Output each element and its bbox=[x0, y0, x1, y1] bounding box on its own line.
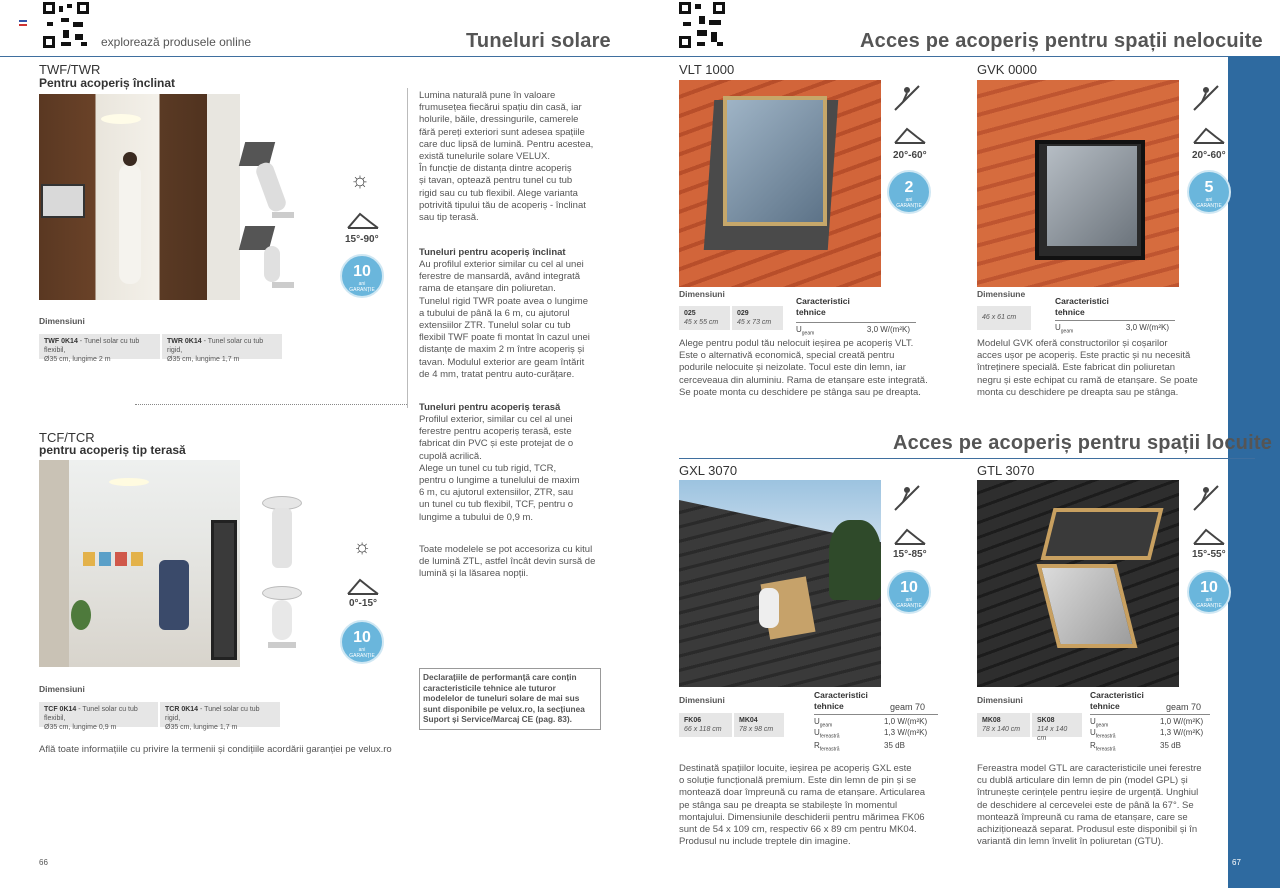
twf-angle: 15°-90° bbox=[345, 234, 379, 245]
vlt-photo bbox=[679, 80, 881, 287]
vlt-dim-1: 025 45 x 55 cm bbox=[679, 306, 730, 330]
gtl-dim-2: SK08 114 x 140 cm bbox=[1032, 713, 1082, 737]
intro-text: Lumina naturală pune în valoare frumusețea fiecărui spațiu din casă, iar holurile, băile, dressingurile, camerele fără pereți exteriori sunt adesea spațiile care duc lipsă de lumină. Pentru acestea, există tunelurile solare VELUX. În funcție de distanța dintre acoperiș și tavan, optează pentru tunel cu tub rigid sau cu tub flexibil. Alege varianta potrivită tipului tău de acoperiș - înclinat sau tip terasă. bbox=[419, 90, 594, 224]
gvk-roof-icon bbox=[1192, 125, 1226, 145]
flat-text: Profilul exterior, similar cu cel al unei ferestre pentru acoperiș terasă, este fabricat din PVC și este protejat de o cupolă acrilică. Alege un tunel cu tub rigid, TCR, pentru o lungime a tunelului de maxim 6 m, cu ajutorul extensiilor, ZTR, sau un tunel cu tub flexibil, TCF, pentru o lungime a tubului de 0,9 m. bbox=[419, 414, 580, 523]
gvk-guarantee-badge: 5 ani GARANȚIE bbox=[1187, 170, 1231, 214]
vlt-u-row: $U_{geam}$ 3,0 W/(m²K) bbox=[796, 322, 916, 337]
gxl-tech-title: Caracteristici tehnice bbox=[814, 690, 868, 711]
gtl-photo bbox=[977, 480, 1179, 687]
gvk-code: GVK 0000 bbox=[977, 62, 1037, 77]
gvk-photo bbox=[977, 80, 1179, 287]
gxl-roof-icon bbox=[893, 526, 927, 546]
gvk-dimensions-label: Dimensiune bbox=[977, 289, 1026, 299]
gxl-code: GXL 3070 bbox=[679, 463, 738, 478]
gvk-dim-1: 46 x 61 cm bbox=[977, 306, 1031, 330]
vlt-text: Alege pentru podul tău nelocuit ieșirea pe acoperiș VLT. Este o alternativă economică, special creată pentru podurile nelocuite și neizolate. Tocul este din lemn, iar cerceveaua din aluminiu. Rama de etanșare este integrată. Se poate monta cu deschidere pe stânga sau pe dreapta. bbox=[679, 338, 928, 398]
gvk-tech-title: Caracteristici tehnice bbox=[1055, 296, 1109, 317]
header-rule-right bbox=[640, 56, 1228, 57]
flat-title: Tuneluri pentru acoperiș terasă bbox=[419, 402, 561, 413]
tcf-photo bbox=[39, 460, 240, 667]
tcf-dim-1: TCF 0K14 - Tunel solar cu tub flexibil, Ø35 cm, lungime 0,9 m bbox=[39, 702, 158, 727]
header-rule-left bbox=[0, 56, 640, 57]
gxl-row-3: $R_{fereastră}$ 35 dB bbox=[814, 741, 905, 753]
gtl-row-3: $R_{fereastră}$ 35 dB bbox=[1090, 741, 1181, 753]
gtl-exit-icon bbox=[1192, 482, 1222, 512]
tcf-subtitle: pentru acoperiș tip terasă bbox=[39, 443, 186, 457]
page-title-left: Tuneluri solare bbox=[466, 30, 611, 52]
twf-photo bbox=[39, 94, 240, 300]
gxl-dim-1: FK06 66 x 118 cm bbox=[679, 713, 732, 737]
page-edge-band bbox=[1228, 56, 1280, 888]
gxl-photo bbox=[679, 480, 881, 687]
sloped-text: Au profilul exterior similar cu cel al unei ferestre de mansardă, având integrată rama de etanșare din poliuretan. Tunelul rigid TWR poate avea o lungime a tubului de până la 6 m, cu ajutorul extensiilor ZTR. Tunelul solar cu tub flexibil TWF poate fi montat în cazul unei distanțe de maxim 2 m între acoperiș și tavan. Modulul exterior are geam întărit de 4 mm, tratat pentru auto-curățare. bbox=[419, 259, 590, 380]
sloped-title: Tuneluri pentru acoperiș înclinat bbox=[419, 247, 566, 258]
gxl-row-1: $U_{geam}$ 1,0 W/(m²K) bbox=[814, 714, 938, 729]
twf-guarantee-badge: 10 ani GARANȚIE bbox=[340, 254, 384, 298]
flag-icon bbox=[19, 20, 27, 26]
gtl-text: Fereastra model GTL are caracteristicile unei ferestre cu dublă articulare din lemn de pin (model GPL) și întrunește cerințele pentru ieșire de urgență. Unghiul de deschidere al cercevelei este de până la 67°. Se montează împreună cu rama de etanșare, care se achiziționează separat. Produsul este disponibil și în variantă din lemn învelit în poliuretan (GTU). bbox=[977, 763, 1202, 848]
sun-icon: ☼ bbox=[349, 167, 371, 192]
vlt-angle: 20°-60° bbox=[893, 150, 927, 161]
tcf-dim-2: TCR 0K14 - Tunel solar cu tub rigid, Ø35 cm, lungime 1,7 m bbox=[160, 702, 280, 727]
gtl-roof-icon bbox=[1192, 526, 1226, 546]
twf-dim-2: TWR 0K14 - Tunel solar cu tub rigid, Ø35 cm, lungime 1,7 m bbox=[162, 334, 282, 359]
light-kit-icon: ☼ bbox=[352, 536, 372, 558]
roof-angle-icon bbox=[346, 210, 380, 230]
gtl-row-2: $U_{fereastră}$ 1,3 W/(m²K) bbox=[1090, 728, 1204, 740]
gtl-code: GTL 3070 bbox=[977, 463, 1035, 478]
flat-text-2: Toate modelele se pot accesoriza cu kitul de lumină ZTL, astfel încât devin sursă de lumină și la lăsarea nopții. bbox=[419, 544, 596, 580]
gvk-text: Modelul GVK oferă constructorilor și coșarilor acces ușor pe acoperiș. Este practic și nu necesită întreținere specială. Este fabricat din poliuretan negru și este echipat cu ramă de etanșare. Se poate monta cu deschidere pe dreapta sau pe stânga. bbox=[977, 338, 1198, 398]
gvk-u-row: $U_{geam}$ 3,0 W/(m²K) bbox=[1055, 320, 1175, 335]
gxl-glass-label: geam 70 bbox=[890, 702, 926, 712]
gvk-angle: 20°-60° bbox=[1192, 150, 1226, 161]
qr-code-right-icon[interactable] bbox=[679, 2, 725, 48]
gvk-exit-icon bbox=[1192, 82, 1222, 112]
section-divider bbox=[135, 404, 407, 405]
vlt-code: VLT 1000 bbox=[679, 62, 735, 77]
twf-code: TWF/TWR bbox=[39, 62, 101, 77]
twf-dim-1: TWF 0K14 - Tunel solar cu tub flexibil, Ø35 cm, lungime 2 m bbox=[39, 334, 160, 359]
vlt-tech-title: Caracteristici tehnice bbox=[796, 296, 850, 317]
tcf-product-images bbox=[258, 496, 318, 656]
section-title-living: Acces pe acoperiș pentru spații locuite bbox=[893, 432, 1273, 454]
page-title-right: Acces pe acoperiș pentru spații nelocuite bbox=[860, 30, 1263, 52]
vlt-roof-icon bbox=[893, 125, 927, 145]
gtl-angle: 15°-55° bbox=[1192, 549, 1226, 560]
gtl-dimensions-label: Dimensiuni bbox=[977, 695, 1023, 705]
flat-roof-icon bbox=[346, 576, 380, 596]
gxl-dim-2: MK04 78 x 98 cm bbox=[734, 713, 784, 737]
performance-declaration-box: Declarațiile de performanță care conțin caracteristicile tehnice ale tuturor modelelor de tuneluri solare de mai sus sunt disponibile pe velux.ro, la secțiunea Suport și Service/Marcaj CE (pag. 83). bbox=[419, 668, 601, 730]
warranty-note: Află toate informațiile cu privire la termenii și condițiile acordării garanției pe velux.ro bbox=[39, 744, 392, 755]
gtl-guarantee-badge: 10 ani GARANȚIE bbox=[1187, 570, 1231, 614]
gtl-row-1: $U_{geam}$ 1,0 W/(m²K) bbox=[1090, 714, 1210, 729]
vlt-dim-2: 029 45 x 73 cm bbox=[732, 306, 783, 330]
vlt-dimensions-label: Dimensiuni bbox=[679, 289, 725, 299]
gtl-tech-title: Caracteristici tehnice bbox=[1090, 690, 1144, 711]
tcf-code: TCF/TCR bbox=[39, 430, 95, 445]
tcf-dimensions-label: Dimensiuni bbox=[39, 684, 85, 694]
gxl-exit-icon bbox=[893, 482, 923, 512]
tcf-guarantee-badge: 10 ani GARANȚIE bbox=[340, 620, 384, 664]
explore-online-link[interactable]: explorează produsele online bbox=[101, 35, 252, 49]
twf-product-images bbox=[242, 142, 312, 292]
gxl-angle: 15°-85° bbox=[893, 549, 927, 560]
twf-dimensions-label: Dimensiuni bbox=[39, 316, 85, 326]
qr-code-icon[interactable] bbox=[43, 2, 89, 48]
gxl-dimensions-label: Dimensiuni bbox=[679, 695, 725, 705]
twf-subtitle: Pentru acoperiș înclinat bbox=[39, 76, 176, 90]
section-rule-living bbox=[679, 458, 1255, 459]
gxl-guarantee-badge: 10 ani GARANȚIE bbox=[887, 570, 931, 614]
page-number-left: 66 bbox=[39, 858, 48, 867]
page-number-right: 67 bbox=[1232, 858, 1241, 867]
vlt-guarantee-badge: 2 ani GARANȚIE bbox=[887, 170, 931, 214]
column-divider bbox=[407, 88, 408, 408]
gxl-text: Destinată spațiilor locuite, ieșirea pe acoperiș GXL este o soluție funcțională premium. Este din lemn de pin și se montează doar împreună cu rama de etanșare. Articularea pe stânga sau pe dreapta se stabilește în momentul montajului. Dimensiunile deschiderii pentru mărimea FK06 sunt de 54 x 109 cm, respectiv 66 x 89 cm pentru MK04. Produsul nu include treptele din imagine. bbox=[679, 763, 926, 848]
vlt-exit-icon bbox=[893, 82, 923, 112]
gtl-dim-1: MK08 78 x 140 cm bbox=[977, 713, 1030, 737]
gtl-glass-label: geam 70 bbox=[1166, 702, 1202, 712]
tcf-angle: 0°-15° bbox=[349, 598, 378, 609]
gxl-row-2: $U_{fereastră}$ 1,3 W/(m²K) bbox=[814, 728, 928, 740]
